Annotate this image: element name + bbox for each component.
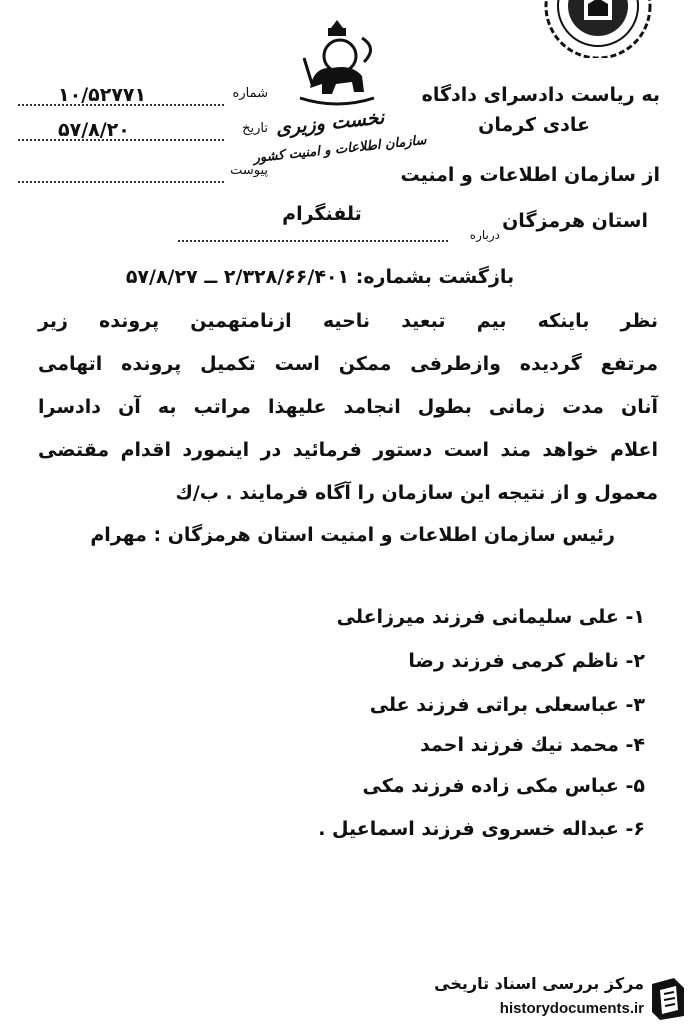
list-item: ۱- علی سلیمانی فرزند میرزاعلی [336,606,645,628]
telegram-title: تلفنگرام [282,203,362,225]
body-line-3: آنان مدت زمانی بطول انجامد علیهذا مراتب به آن دادسرا [38,396,658,418]
to-line-2: عادی کرمان [478,114,590,136]
to-line-1: به ریاست دادسرای دادگاه [421,84,660,106]
body-line-2: مرتفع گردیده وازطرفی ممکن است تکمیل پرونده اتهامی [38,353,658,375]
number-label: شماره [232,86,268,101]
number-value: ۱۰/۵۲۷۷۱ [58,84,147,106]
subject-dots [178,238,448,242]
date-label: تاریخ [242,121,268,136]
list-item: ۴- محمد نیك فرزند احمد [420,734,645,756]
body-line-1: نظر باینکه بیم تبعید ناحیه ازنامتهمین پرونده زیر [38,310,658,332]
list-item: ۲- ناظم کرمی فرزند رضا [408,650,645,672]
footer-site: historydocuments.ir [499,1000,644,1017]
emblem-title: نخست وزیری [274,106,386,140]
attachment-field [18,163,268,187]
seal-stamp [518,0,678,58]
signature-line: رئیس سازمان اطلاعات و امنیت استان هرمزگان : مهرام [90,524,615,546]
attachment-label: پیوست [230,163,268,178]
from-line-2: استان هرمزگان [502,210,648,232]
from-line-1: از سازمان اطلاعات و امنیت [400,164,660,186]
body-line-4: اعلام خواهد مند است دستور فرمائید در اینمورد اقدام مقتضی [38,439,658,461]
date-value: ۵۷/۸/۲۰ [58,119,130,141]
list-item: ۵- عباس مکی زاده فرزند مکی [362,775,645,797]
footer-watermark [420,970,690,1030]
body-line-5: معمول و از نتیجه این سازمان را آگاه فرمایند . ب/ك [175,482,658,504]
document-logo-icon [648,976,688,1022]
number-field [18,86,268,110]
date-field [18,121,268,145]
list-item: ۳- عباسعلی براتی فرزند علی [369,694,645,716]
subject-label: درباره [469,228,500,242]
list-item: ۶- عبداله خسروی فرزند اسماعیل . [318,818,645,840]
emblem-subtitle: سازمان اطلاعات و امنیت کشور [252,132,428,167]
reference-line: بازگشت بشماره: ۲/۳۲۸/۶۶/۴۰۱ ــ ۵۷/۸/۲۷ [125,266,515,288]
footer-org: مرکز بررسی اسناد تاریخی [434,974,644,993]
